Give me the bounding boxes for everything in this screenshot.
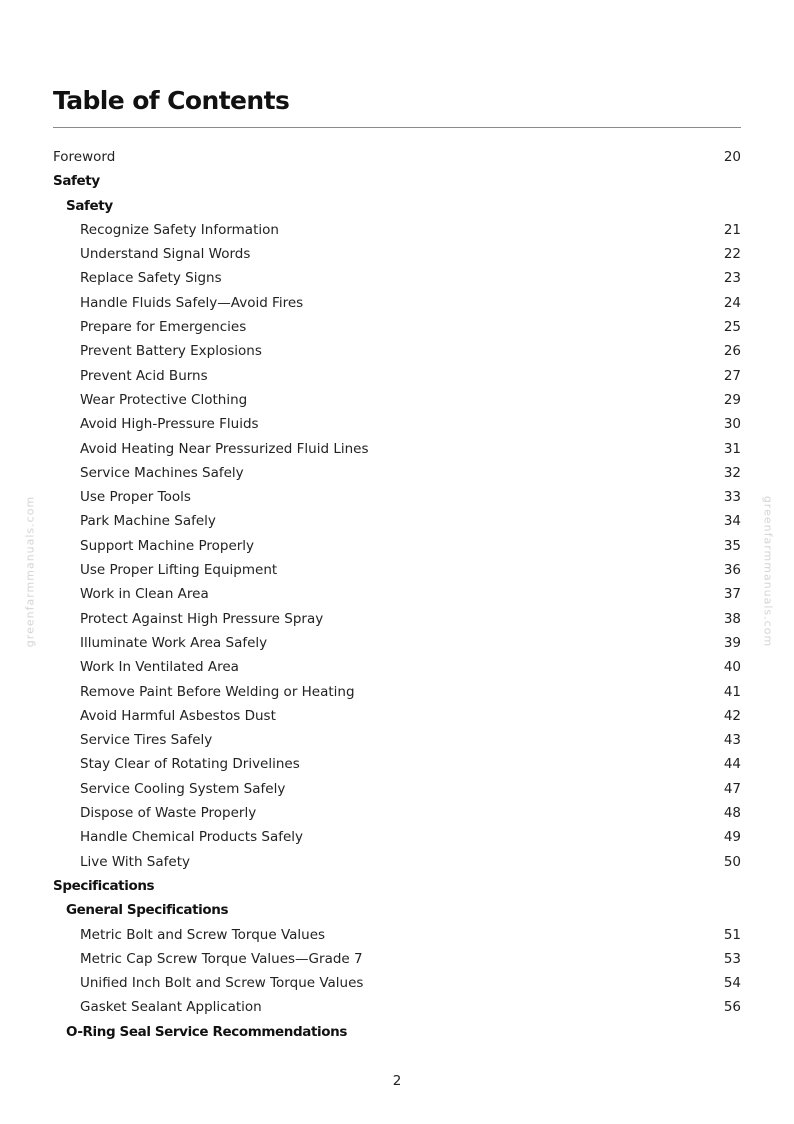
toc-entry[interactable] (53, 145, 741, 169)
toc-entry-title[interactable]: Prevent Battery Explosions (80, 343, 262, 360)
toc-entry[interactable] (53, 607, 741, 631)
toc-entry-title[interactable]: Replace Safety Signs (80, 270, 222, 287)
toc-entry-page-number[interactable]: 38 (723, 610, 741, 627)
toc-entry-title[interactable]: Use Proper Tools (80, 489, 191, 506)
toc-entry-page-number[interactable]: 32 (723, 464, 741, 481)
toc-entry[interactable] (53, 291, 741, 315)
toc-entry-title[interactable]: Prepare for Emergencies (80, 319, 247, 336)
toc-entry-title[interactable]: Avoid High-Pressure Fluids (80, 416, 259, 433)
toc-entry[interactable] (53, 728, 741, 752)
toc-entry[interactable] (53, 704, 741, 728)
toc-entry-page-number[interactable]: 49 (723, 829, 741, 846)
toc-entry-title[interactable]: Metric Bolt and Screw Torque Values (80, 926, 326, 943)
toc-entry[interactable] (53, 995, 741, 1019)
toc-entry[interactable] (53, 461, 741, 485)
toc-entry-page-number[interactable]: 50 (723, 853, 741, 870)
toc-entry-title[interactable]: Service Machines Safely (80, 464, 244, 481)
toc-entry-page-number[interactable]: 54 (723, 975, 741, 992)
toc-entry[interactable] (53, 777, 741, 801)
toc-entry-title[interactable]: Live With Safety (80, 853, 190, 870)
toc-entry[interactable] (53, 218, 741, 242)
toc-entry[interactable] (53, 509, 741, 533)
toc-entry-page-number[interactable]: 21 (723, 221, 741, 238)
toc-entry-title[interactable]: Dispose of Waste Properly (80, 805, 257, 822)
toc-entry-title[interactable]: Avoid Heating Near Pressurized Fluid Lines (80, 440, 369, 457)
toc-entry-title[interactable]: Recognize Safety Information (80, 221, 279, 238)
toc-section-heading[interactable] (53, 194, 741, 218)
toc-entry-title[interactable]: Avoid Harmful Asbestos Dust (80, 707, 276, 724)
toc-entry-page-number[interactable]: 24 (723, 294, 741, 311)
toc-entry[interactable] (53, 339, 741, 363)
toc-entry-title[interactable]: Support Machine Properly (80, 537, 255, 554)
toc-entry[interactable] (53, 582, 741, 606)
toc-entry-title[interactable]: General Specifications (66, 902, 229, 919)
watermark-left: greenfarmmanuals.com (23, 495, 37, 648)
table-of-contents (53, 145, 741, 1044)
toc-entry-page-number[interactable]: 42 (723, 707, 741, 724)
toc-entry-page-number[interactable]: 33 (723, 489, 741, 506)
title-divider (53, 127, 741, 128)
toc-entry-page-number[interactable]: 43 (723, 732, 741, 749)
toc-entry-title[interactable]: Stay Clear of Rotating Drivelines (80, 756, 300, 773)
toc-entry[interactable] (53, 364, 741, 388)
watermark-right: greenfarmmanuals.com (761, 495, 775, 648)
toc-section-heading[interactable] (53, 874, 741, 898)
toc-entry-title[interactable]: Remove Paint Before Welding or Heating (80, 683, 355, 700)
toc-entry-page-number[interactable]: 51 (723, 926, 741, 943)
toc-entry-page-number[interactable]: 53 (723, 950, 741, 967)
toc-entry-page-number[interactable]: 31 (723, 440, 741, 457)
toc-section-heading[interactable] (53, 898, 741, 922)
toc-section-heading[interactable] (53, 1020, 741, 1044)
toc-entry[interactable] (53, 242, 741, 266)
toc-entry[interactable] (53, 655, 741, 679)
toc-entry-title[interactable]: Park Machine Safely (80, 513, 216, 530)
toc-entry-page-number[interactable]: 41 (723, 683, 741, 700)
toc-entry-page-number[interactable]: 20 (723, 149, 741, 165)
toc-entry-title[interactable]: Service Cooling System Safely (80, 780, 286, 797)
toc-entry-title[interactable]: Foreword (53, 149, 116, 165)
toc-entry[interactable] (53, 437, 741, 461)
toc-entry-title[interactable]: Protect Against High Pressure Spray (80, 610, 324, 627)
toc-entry-page-number[interactable]: 40 (723, 659, 741, 676)
toc-entry-title[interactable]: Metric Cap Screw Torque Values—Grade 7 (80, 950, 363, 967)
toc-entry-title[interactable]: Specifications (53, 877, 155, 894)
toc-entry-title[interactable]: Safety (66, 197, 113, 214)
page-title: Table of Contents (53, 86, 290, 115)
toc-entry-page-number[interactable]: 35 (723, 537, 741, 554)
toc-entry-page-number[interactable]: 22 (723, 246, 741, 263)
toc-entry-page-number[interactable]: 36 (723, 562, 741, 579)
toc-entry-title[interactable]: Handle Fluids Safely—Avoid Fires (80, 294, 304, 311)
toc-entry[interactable] (53, 558, 741, 582)
toc-entry-page-number[interactable]: 34 (723, 513, 741, 530)
toc-entry-page-number[interactable]: 48 (723, 805, 741, 822)
toc-entry-title[interactable]: Wear Protective Clothing (80, 391, 248, 408)
toc-entry-page-number[interactable]: 56 (723, 999, 741, 1016)
toc-entry-page-number[interactable]: 37 (723, 586, 741, 603)
toc-section-heading[interactable] (53, 169, 741, 193)
toc-entry[interactable] (53, 947, 741, 971)
toc-entry[interactable] (53, 801, 741, 825)
toc-entry-page-number[interactable]: 44 (723, 756, 741, 773)
toc-entry[interactable] (53, 923, 741, 947)
toc-entry-title[interactable]: Unified Inch Bolt and Screw Torque Values (80, 975, 364, 992)
toc-entry-page-number[interactable]: 30 (723, 416, 741, 433)
toc-entry-title[interactable]: Prevent Acid Burns (80, 367, 208, 384)
toc-entry-title[interactable]: Work In Ventilated Area (80, 659, 239, 676)
toc-entry-page-number[interactable]: 47 (723, 780, 741, 797)
toc-entry-title[interactable]: Use Proper Lifting Equipment (80, 562, 278, 579)
toc-entry[interactable] (53, 534, 741, 558)
toc-entry[interactable] (53, 388, 741, 412)
toc-entry[interactable] (53, 412, 741, 436)
toc-entry-title[interactable]: Illuminate Work Area Safely (80, 634, 268, 651)
toc-entry[interactable] (53, 631, 741, 655)
page-number: 2 (392, 1073, 402, 1089)
toc-entry[interactable] (53, 752, 741, 776)
toc-entry-page-number[interactable]: 27 (723, 367, 741, 384)
toc-entry-page-number[interactable]: 26 (723, 343, 741, 360)
toc-entry[interactable] (53, 485, 741, 509)
toc-entry-title[interactable]: Understand Signal Words (80, 246, 251, 263)
toc-entry-title[interactable]: Safety (53, 173, 100, 190)
toc-entry-title[interactable]: Work in Clean Area (80, 586, 209, 603)
toc-entry-page-number[interactable]: 29 (723, 391, 741, 408)
toc-entry[interactable] (53, 825, 741, 849)
toc-entry-page-number[interactable]: 39 (723, 634, 741, 651)
toc-entry-title[interactable]: Handle Chemical Products Safely (80, 829, 304, 846)
toc-entry[interactable] (53, 680, 741, 704)
toc-entry[interactable] (53, 850, 741, 874)
toc-entry[interactable] (53, 315, 741, 339)
toc-entry-page-number[interactable]: 25 (723, 319, 741, 336)
toc-entry-title[interactable]: Gasket Sealant Application (80, 999, 262, 1016)
toc-entry-page-number[interactable]: 23 (723, 270, 741, 287)
toc-entry[interactable] (53, 971, 741, 995)
toc-entry-title[interactable]: O-Ring Seal Service Recommendations (66, 1023, 347, 1040)
toc-entry-title[interactable]: Service Tires Safely (80, 732, 213, 749)
toc-entry[interactable] (53, 266, 741, 290)
